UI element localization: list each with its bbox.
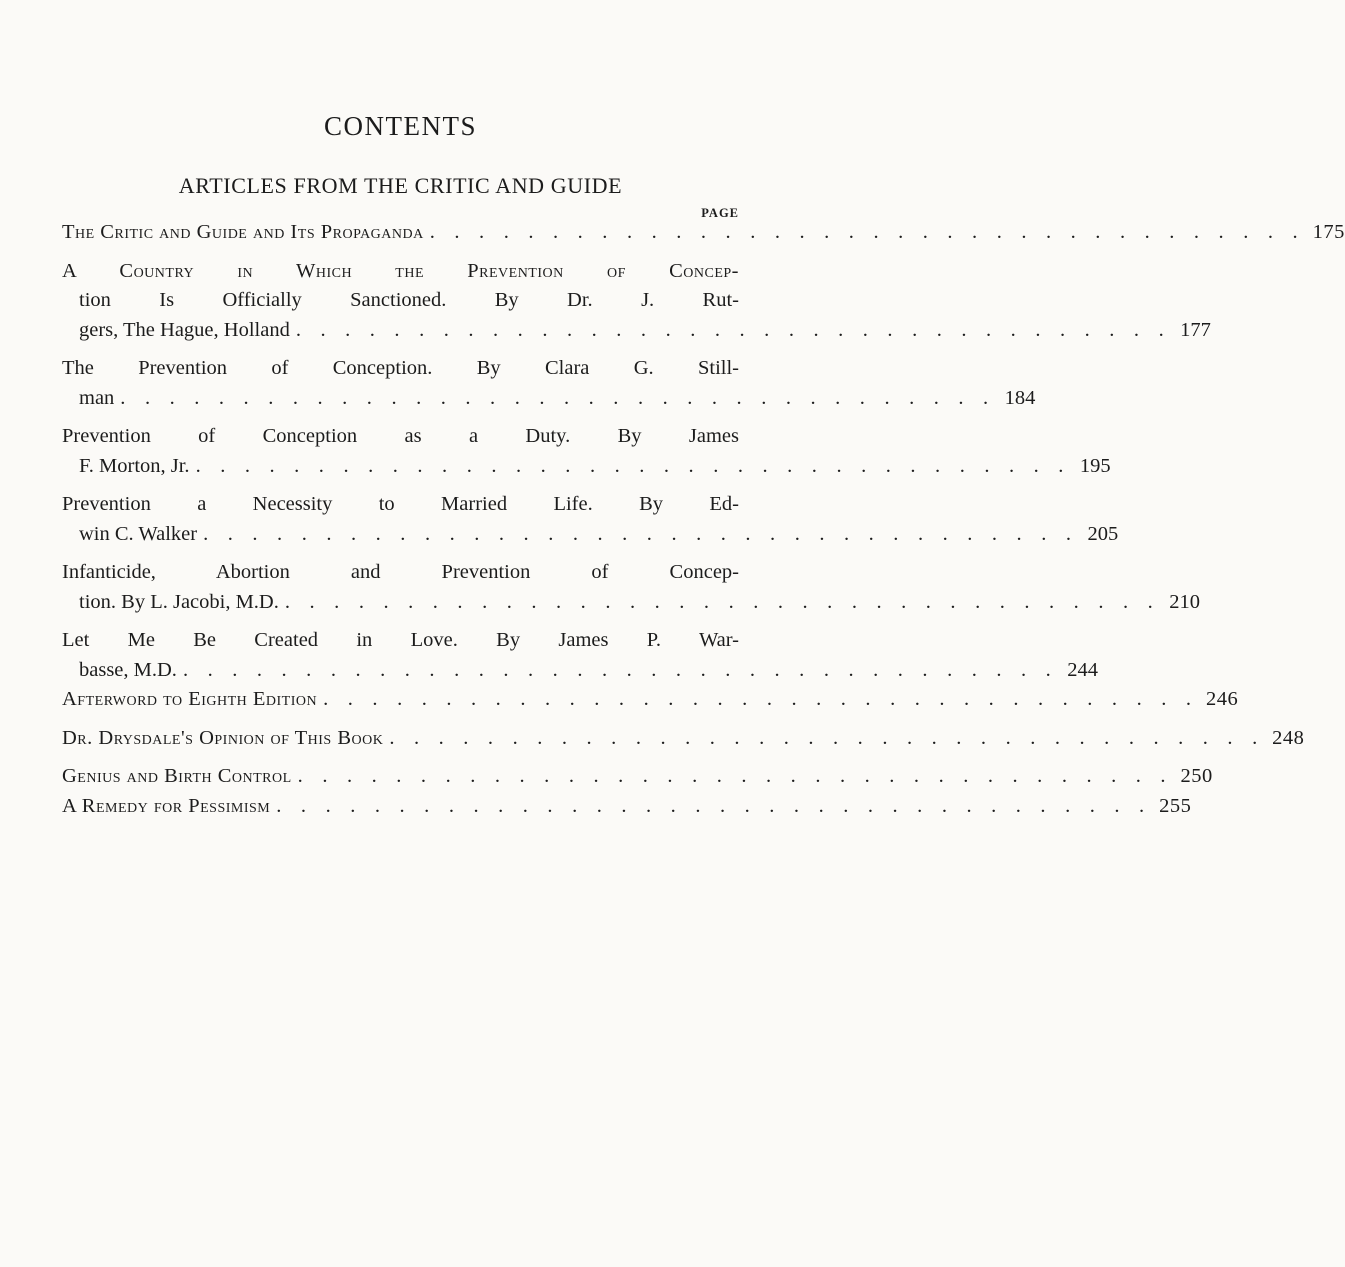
toc-entry-title: gers, The Hague, Holland (79, 318, 290, 341)
section-subheading: ARTICLES FROM THE CRITIC AND GUIDE (178, 173, 623, 198)
toc-entry-page: 246 (1205, 688, 1239, 710)
toc-entry-title: The Critic and Guide and Its Propaganda (62, 221, 424, 243)
toc-entry-line (62, 792, 1192, 822)
dot-leader: . . . . . . . . . . . . . . . . . . . . . . . . . . . . . . . . . . . . (120, 386, 996, 409)
toc-entry[interactable] (62, 685, 1239, 715)
toc-entry-page: 248 (1272, 726, 1305, 749)
dot-leader: . . . . . . . . . . . . . . . . . . . . . . . . . . . . . . . . . . . . (203, 522, 1079, 545)
toc-entry-page: 244 (1067, 658, 1099, 681)
toc-entry-line (62, 422, 739, 452)
toc-entry-title: Afterword to Eighth Edition (62, 688, 318, 710)
toc-entry-line (62, 257, 739, 287)
toc-entry-page: 210 (1169, 590, 1200, 613)
toc-entry-line (62, 316, 1211, 346)
toc-entry-page: 205 (1087, 522, 1119, 545)
toc-entry-title: Dr. Drysdale's Opinion of This Book (62, 726, 384, 749)
toc-entry-page: 184 (1004, 386, 1036, 409)
dot-leader: . . . . . . . . . . . . . . . . . . . . . . . . . . . . . . . . . . . . (284, 590, 1160, 613)
toc-entry[interactable] (62, 558, 1200, 617)
toc-entry[interactable] (62, 354, 1036, 413)
toc-entry-line (62, 558, 739, 588)
toc-entry-page: 250 (1180, 765, 1213, 787)
toc-entry[interactable] (62, 792, 1192, 822)
dot-leader: . . . . . . . . . . . . . . . . . . . . . . . . . . . . . . . . . . . . (323, 688, 1199, 710)
toc-entry-line (62, 218, 1345, 248)
toc-entry-line (62, 520, 1119, 550)
toc-entry[interactable] (62, 422, 1111, 481)
dot-leader: . . . . . . . . . . . . . . . . . . . . . . . . . . . . . . . . . . . . (276, 794, 1152, 817)
toc-entry[interactable] (62, 626, 1099, 685)
toc-entry-line (62, 452, 1111, 482)
toc-entry[interactable] (62, 218, 1345, 248)
dot-leader: . . . . . . . . . . . . . . . . . . . . . . . . . . . . . . . . . . . . (429, 221, 1305, 243)
toc-entry[interactable] (62, 762, 1213, 792)
dot-leader: . . . . . . . . . . . . . . . . . . . . . . . . . . . . . . . . . . . . (195, 454, 1071, 477)
toc-entry-title: A Country in Which the Prevention of Concep- (62, 259, 739, 282)
toc-entry-title: F. Morton, Jr. (79, 454, 190, 477)
toc-entry-line (62, 354, 739, 384)
toc-entry-line (62, 762, 1213, 792)
dot-leader: . . . . . . . . . . . . . . . . . . . . . . . . . . . . . . . . . . . . (389, 726, 1265, 749)
toc-entry-title: man (79, 386, 115, 409)
toc-entry-title: Infanticide, Abortion and Prevention of Concep- (62, 561, 739, 583)
toc-entry-page: 175 (1312, 221, 1345, 243)
toc-entry-title: Prevention a Necessity to Married Life. By Ed- (62, 493, 739, 515)
toc-entry-title: The Prevention of Conception. By Clara G. Still- (62, 357, 739, 379)
dot-leader: . . . . . . . . . . . . . . . . . . . . . . . . . . . . . . . . . . . . (182, 658, 1059, 681)
page-column-label: PAGE (701, 206, 739, 220)
toc-entry-title: Prevention of Conception as a Duty. By James (62, 425, 739, 447)
toc-entry-line (62, 384, 1036, 414)
toc-entry-page: 195 (1079, 454, 1111, 477)
toc-entry[interactable] (62, 257, 1211, 346)
toc-entry-page: 177 (1180, 318, 1211, 341)
toc-entry-title: Genius and Birth Control (62, 765, 292, 787)
dot-leader: . . . . . . . . . . . . . . . . . . . . . . . . . . . . . . . . . . . . (295, 318, 1171, 341)
toc-entry-title: tion Is Officially Sanctioned. By Dr. J. Rut- (79, 289, 739, 311)
toc-entry-title: Let Me Be Created in Love. By James P. War- (62, 629, 739, 651)
toc-entry-line (62, 588, 1200, 618)
toc-entry-line (62, 626, 739, 656)
toc-entry-line (62, 656, 1099, 686)
toc-entry-line (62, 286, 739, 316)
toc-entry-title: A Remedy for Pessimism (62, 794, 271, 817)
toc-entry-title: win C. Walker (79, 522, 198, 545)
contents-heading: CONTENTS (324, 111, 477, 141)
toc-entry-page: 255 (1159, 794, 1192, 817)
toc-entry-line (62, 724, 1305, 754)
toc-entry-title: tion. By L. Jacobi, M.D. (79, 590, 279, 613)
toc-entry-line (62, 685, 1239, 715)
toc-entries (62, 218, 1345, 821)
toc-entry-line (62, 490, 739, 520)
toc-entry[interactable] (62, 490, 1119, 549)
dot-leader: . . . . . . . . . . . . . . . . . . . . . . . . . . . . . . . . . . . . (297, 765, 1173, 787)
toc-entry[interactable] (62, 724, 1305, 754)
toc-entry-title: basse, M.D. (79, 658, 177, 681)
